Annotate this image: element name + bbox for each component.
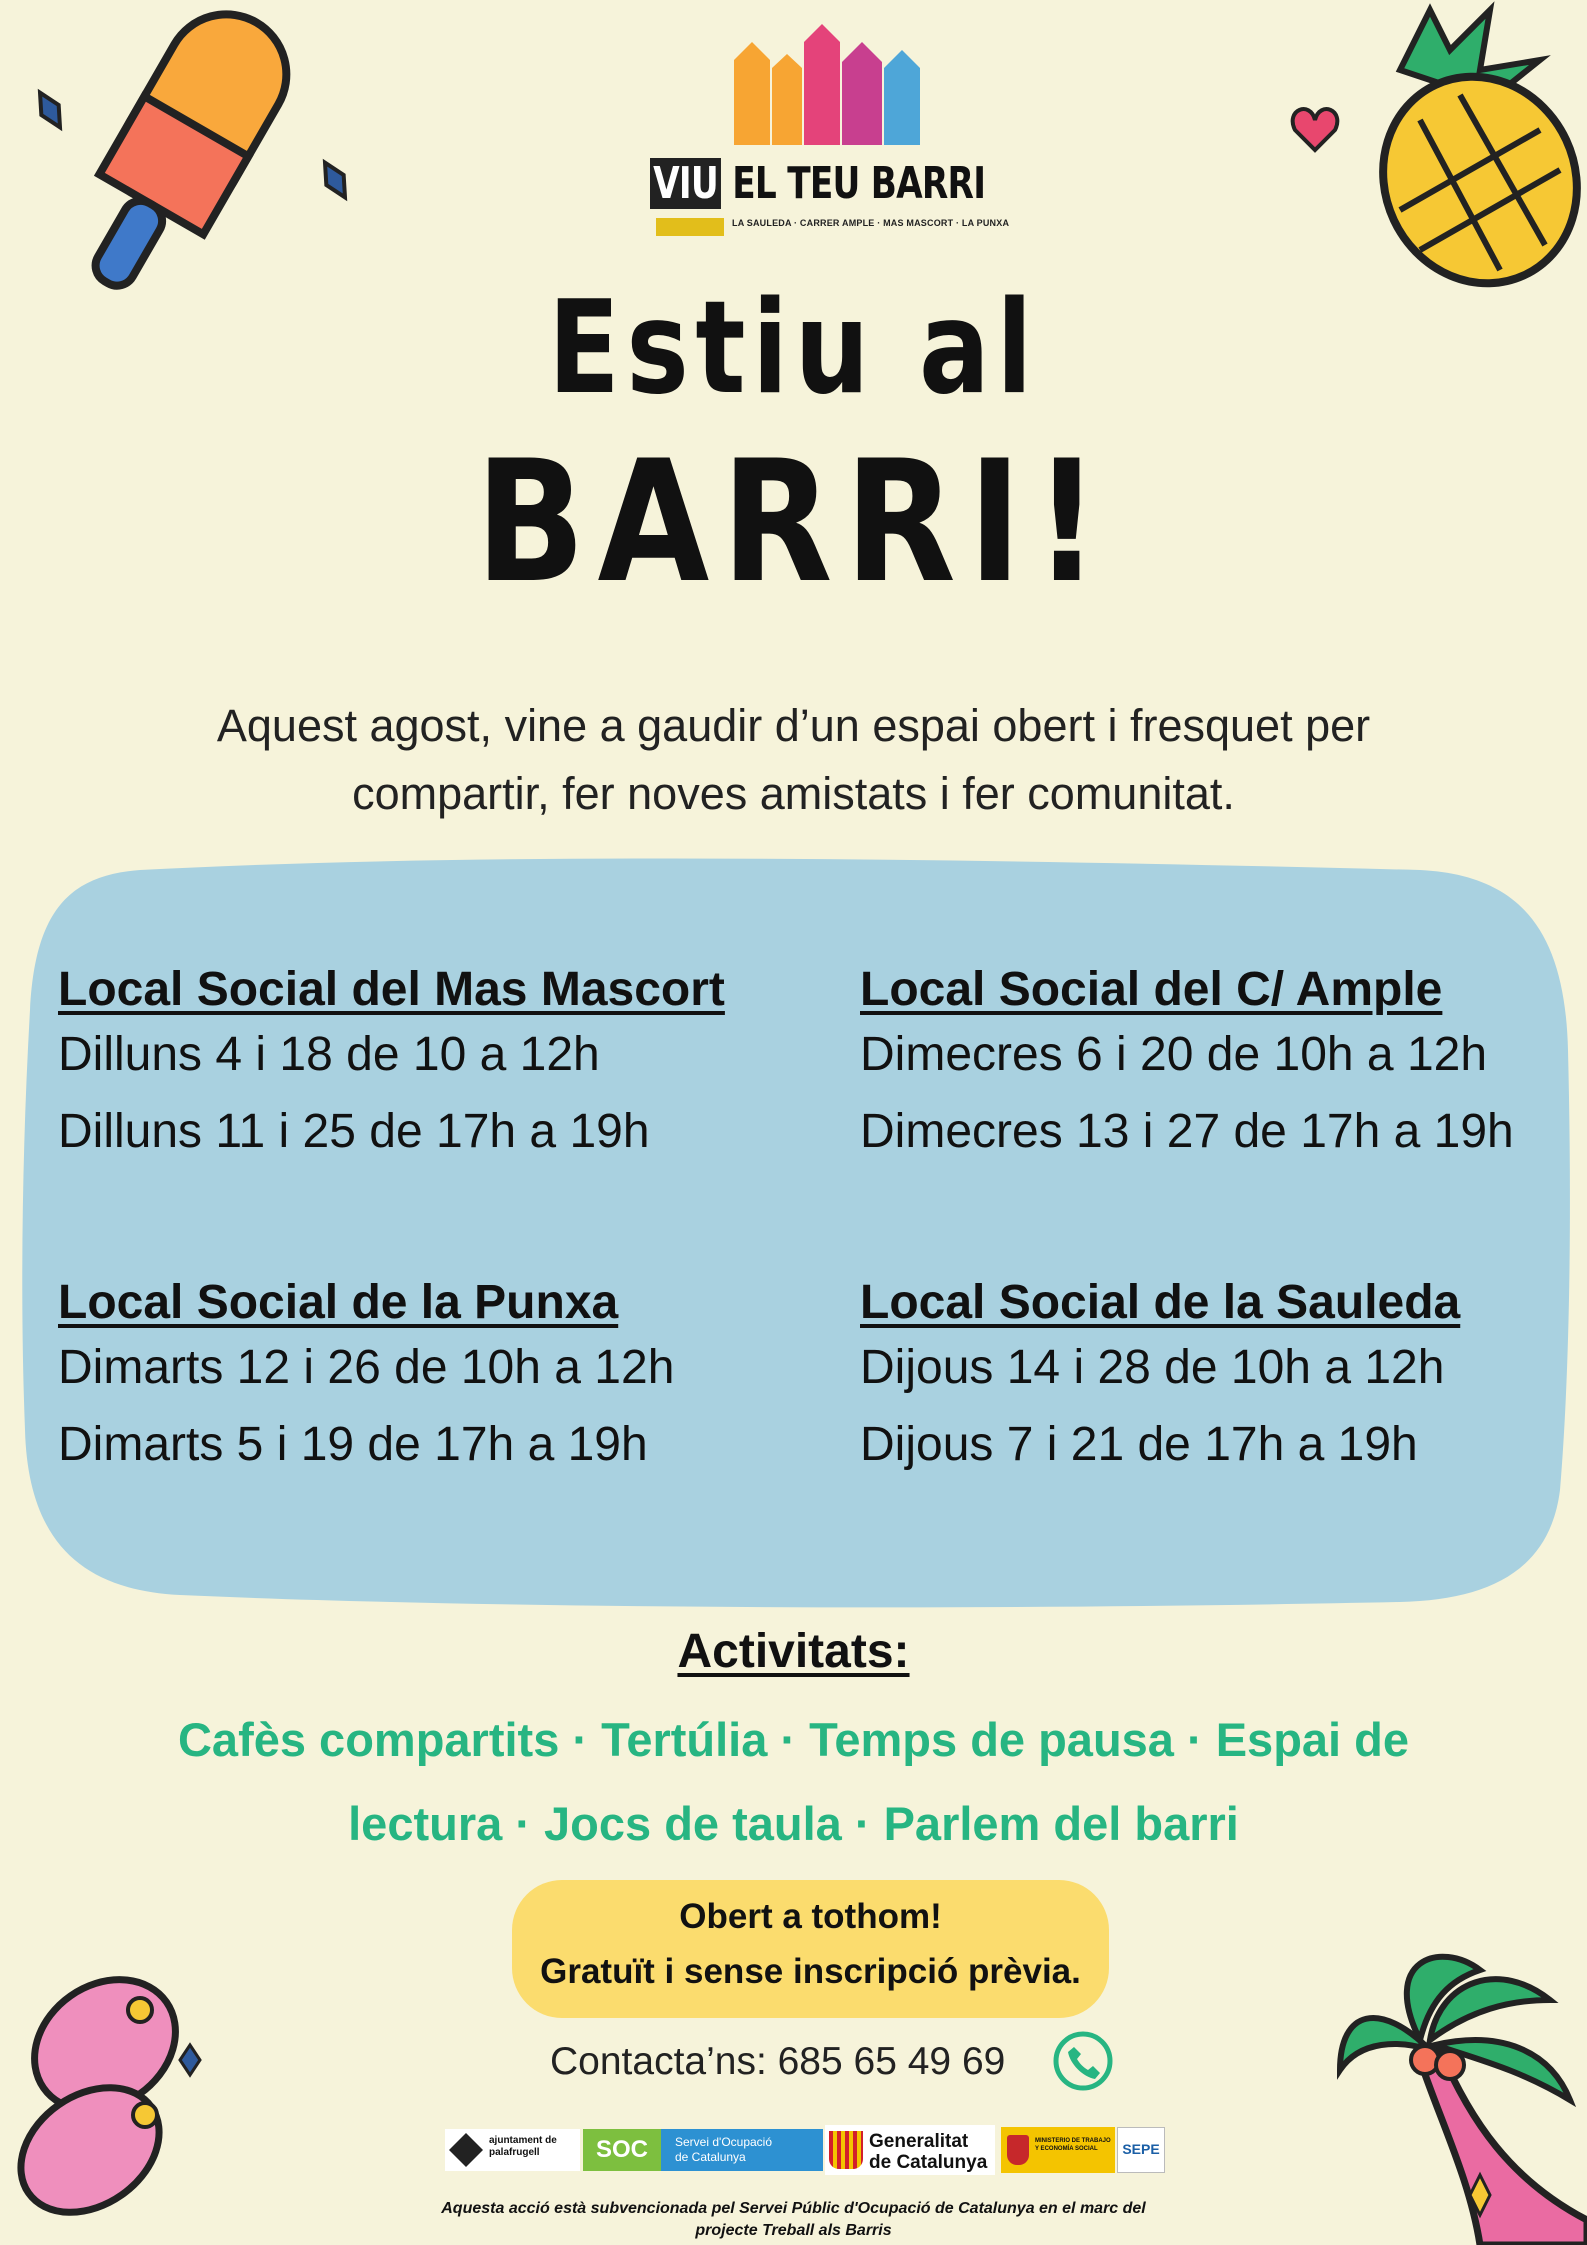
palafrugell-text: ajuntament de palafrugell xyxy=(489,2135,557,2158)
palafrugell-logo xyxy=(445,2129,580,2171)
soc-long-line-1: Servei d'Ocupació xyxy=(675,2135,773,2149)
location-la-sauleda xyxy=(860,1275,1460,1472)
location-title: Local Social de la Sauleda xyxy=(860,1276,1461,1329)
generalitat-line-1: Generalitat xyxy=(869,2131,969,2152)
sepe-text: SEPE xyxy=(1122,2141,1160,2157)
sepe-logo xyxy=(1117,2127,1165,2173)
activities-line-1: Cafès compartits · Tertúlia · Temps de pausa · Espai de xyxy=(177,1713,1410,1766)
generalitat-text xyxy=(869,2131,987,2173)
activities-title: Activitats: xyxy=(677,1625,910,1678)
intro-line-2: compartir, fer noves amistats i fer comunitat. xyxy=(352,768,1235,819)
generalitat-line-2: de Catalunya xyxy=(869,2152,988,2173)
location-title: Local Social del C/ Ample xyxy=(860,963,1443,1016)
open-line-1: Obert a tothom! xyxy=(679,1897,942,1936)
title-line-2: BARRI! xyxy=(475,424,1112,620)
footnote-line-1: Aquesta acció està subvencionada pel Servei Públic d'Ocupació de Catalunya en el marc del xyxy=(441,2200,1146,2217)
location-title: Local Social de la Punxa xyxy=(58,1276,619,1329)
contact-phone: Contacta’ns: 685 65 49 69 xyxy=(550,2040,1006,2083)
schedule-line: Dimarts 12 i 26 de 10h a 12h xyxy=(58,1341,675,1394)
soc-short: SOC xyxy=(583,2129,661,2171)
sponsor-logos xyxy=(445,2125,1165,2177)
generalitat-flag-icon xyxy=(829,2131,863,2169)
spain-shield-icon xyxy=(1007,2135,1029,2165)
phone-icon xyxy=(1052,2030,1114,2092)
palm-tree-icon xyxy=(1320,1940,1587,2245)
schedule-line: Dimecres 6 i 20 de 10h a 12h xyxy=(860,1028,1488,1081)
activities-list xyxy=(120,1698,1467,1866)
activities-line-2: lectura · Jocs de taula · Parlem del barri xyxy=(348,1797,1239,1850)
location-la-punxa xyxy=(58,1275,674,1472)
palafrugell-shield-icon xyxy=(449,2133,483,2167)
logo-subtitle: LA SAULEDA · CARRER AMPLE · MAS MASCORT · LA PUNXA xyxy=(732,218,1010,228)
generalitat-logo xyxy=(825,2125,995,2175)
location-title: Local Social del Mas Mascort xyxy=(58,963,725,1016)
schedule-line: Dimecres 13 i 27 de 17h a 19h xyxy=(860,1105,1514,1158)
intro-text xyxy=(100,692,1487,828)
ministerio-logo xyxy=(1001,2127,1115,2173)
funding-footnote xyxy=(300,2198,1287,2242)
schedule-line: Dijous 14 i 28 de 10h a 12h xyxy=(860,1341,1445,1394)
soc-long xyxy=(661,2129,823,2171)
footnote-line-2: projecte Treball als Barris xyxy=(695,2222,892,2239)
schedule-line: Dijous 7 i 21 de 17h a 19h xyxy=(860,1418,1418,1471)
schedule-line: Dimarts 5 i 19 de 17h a 19h xyxy=(58,1418,648,1471)
intro-line-1: Aquest agost, vine a gaudir d’un espai obert i fresquet per xyxy=(216,700,1371,751)
ministerio-text: MINISTERIO DE TRABAJO Y ECONOMÍA SOCIAL xyxy=(1035,2138,1111,2152)
logo-wordmark: VIU EL TEU BARRI xyxy=(650,158,884,209)
open-line-2: Gratuït i sense inscripció prèvia. xyxy=(540,1952,1081,1991)
location-mas-mascort xyxy=(58,962,725,1159)
schedule-line: Dilluns 11 i 25 de 17h a 19h xyxy=(58,1105,650,1158)
title-line-1: Estiu al xyxy=(548,274,1039,423)
schedule-line: Dilluns 4 i 18 de 10 a 12h xyxy=(58,1028,600,1081)
location-c-ample xyxy=(860,962,1514,1159)
pineapple-icon xyxy=(1270,0,1587,300)
houses-logo-icon xyxy=(732,20,932,145)
soc-long-line-2: de Catalunya xyxy=(675,2150,746,2164)
flip-flops-icon xyxy=(0,1950,230,2245)
viu-el-teu-barri-logo xyxy=(650,20,1010,228)
logo-bar xyxy=(656,218,724,236)
soc-logo xyxy=(583,2129,823,2171)
popsicle-icon xyxy=(10,0,350,330)
